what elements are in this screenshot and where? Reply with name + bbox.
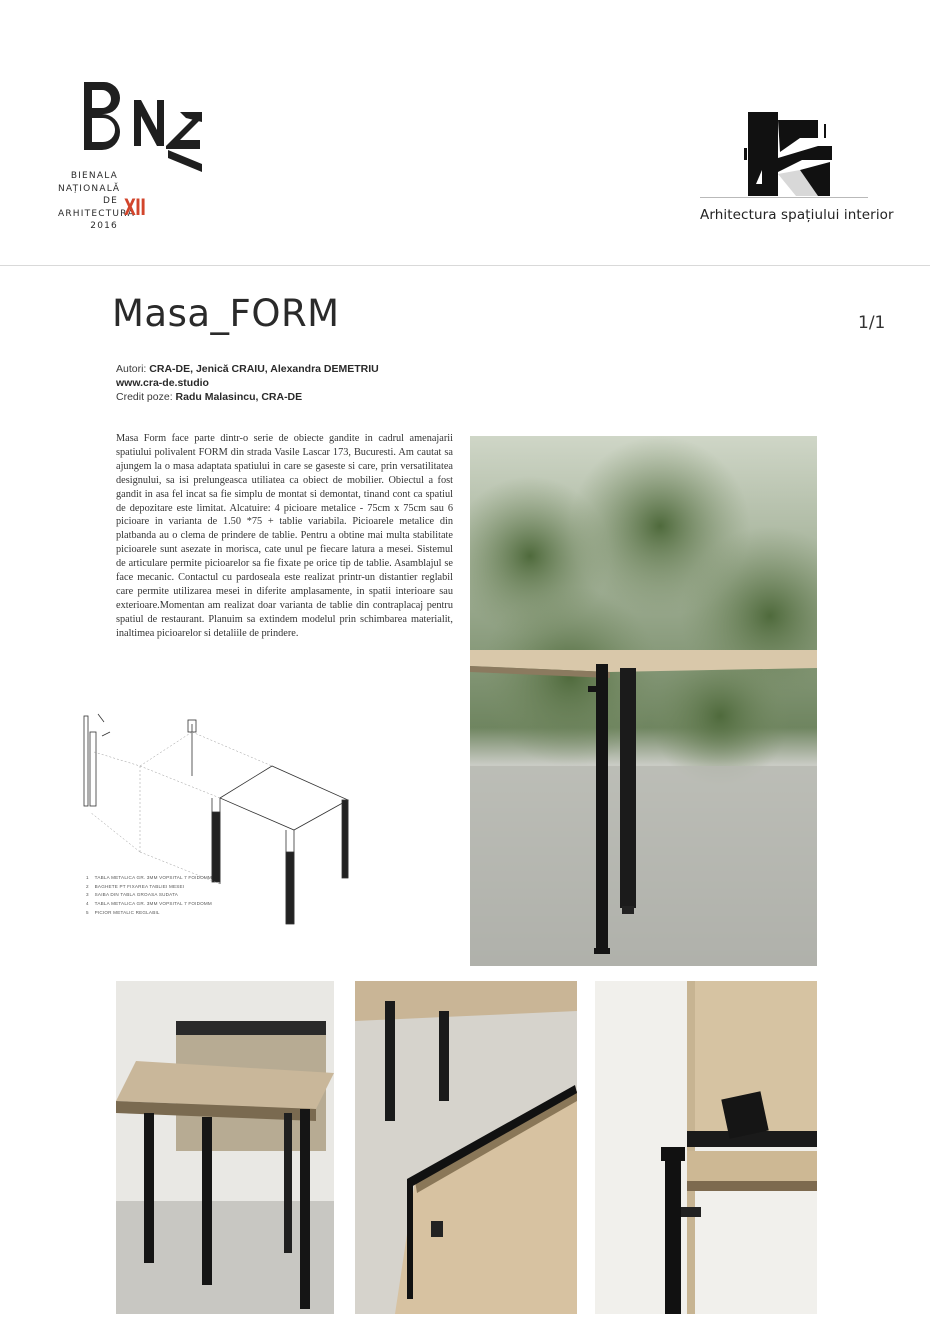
authors-value: CRA-DE, Jenică CRAIU, Alexandra DEMETRIU (149, 363, 379, 375)
section-logo (740, 112, 840, 196)
photo-credit-line (116, 390, 379, 404)
bna-line-5: 2016 (90, 221, 118, 231)
photo-table-corner-detail-graphic (355, 981, 577, 1314)
photo-credit-label: Credit poze: (116, 391, 173, 403)
photo-table-leg-outdoor-graphic (470, 436, 817, 966)
photo-table-leg-outdoor (470, 436, 817, 966)
legend-item: 2 BAGHETE PT FIXAREA TABLIEI MESEI (86, 883, 185, 889)
photo-table-indoor-graphic (116, 981, 334, 1314)
website-link[interactable]: www.cra-de.studio (116, 377, 209, 389)
photo-table-corner-detail (355, 981, 577, 1314)
authors-label: Autori: (116, 363, 147, 375)
authors-line (116, 362, 379, 376)
project-description: Masa Form face parte dintr-o serie de obiecte gandite in cadrul amenajarii spatiului polivalent FORM din strada Vasile Lascar 173, Bucuresti. Am cautat sa ajungem la o masa adaptata spatiului in care se gaseste si care, prin versatilitatea designului, sa isi prelungeasca utiliatea ca obiect de mobilier. Obiectul a fost gandit in asa fel incat sa fie simplu de montat si demontat, tinand cont ca spatiul de depozitare este limitat. Alcatuire: 4 picioare metalice - 75cm x 75cm sau 6 picioare in varianta de 1.50 *75 + tablie variabila. Picioarele metalice din platbanda au o clema de prindere de tablie. Pentru a obtine mai multa stabilitate picioarele sunt asezate in morisca, cate unul pe fiecare latura a mesei. Sistemul de articulare permite picioarelor sa fie fixate pe orice tip de tablie. Asamblajul se face mecanic. Contactul cu pardoseala este realizat printr-un distantier reglabil care permite utilizarea mesei in diferite amplasamente, in spatii interioare sau exterioare.Momentan am realizat doar varianta de tablie din contraplacaj pentru spatiul de restaurant. Planuim sa extindem modelul prin schimbarea materialit, inaltimea picioarelor si detaliile de prindere. (116, 433, 453, 639)
bna-line-4: ARHITECTURĂ (58, 208, 135, 219)
section-logo-rule (700, 197, 868, 198)
bna-line-3: DE (102, 196, 118, 206)
header-divider (0, 265, 930, 266)
page-title: Masa_FORM (112, 292, 340, 335)
credits-block (116, 362, 379, 404)
legend-item: 5 PICIOR METALIC REGLABIL (86, 909, 160, 915)
photo-table-indoor (116, 981, 334, 1314)
section-caption: Arhitectura spațiului interior (700, 207, 894, 223)
drawing-legend (86, 874, 212, 918)
legend-item: 3 SAIBA DIN TABLA GROASA SUDATA (86, 892, 178, 898)
photo-clamp-detail-graphic (595, 981, 817, 1314)
website-line (116, 376, 379, 390)
photo-credit-value: Radu Malasincu, CRA-DE (175, 391, 303, 403)
section-logo-graphic (740, 112, 840, 196)
page-number: 1/1 (858, 313, 886, 333)
bna-line-2: NAȚIONALĂ (58, 183, 121, 194)
bna-line-1: BIENALA (70, 171, 118, 181)
bna-edition: XII (124, 196, 146, 221)
legend-item: 4 TABLA METALICA GR. 3MM VOPSITAL 7 FOIDOMM (86, 901, 212, 907)
photo-clamp-detail (595, 981, 817, 1314)
legend-item: 1 TABLA METALICA GR. 3MM VOPSITAL 7 FOIDOMM (86, 875, 212, 880)
